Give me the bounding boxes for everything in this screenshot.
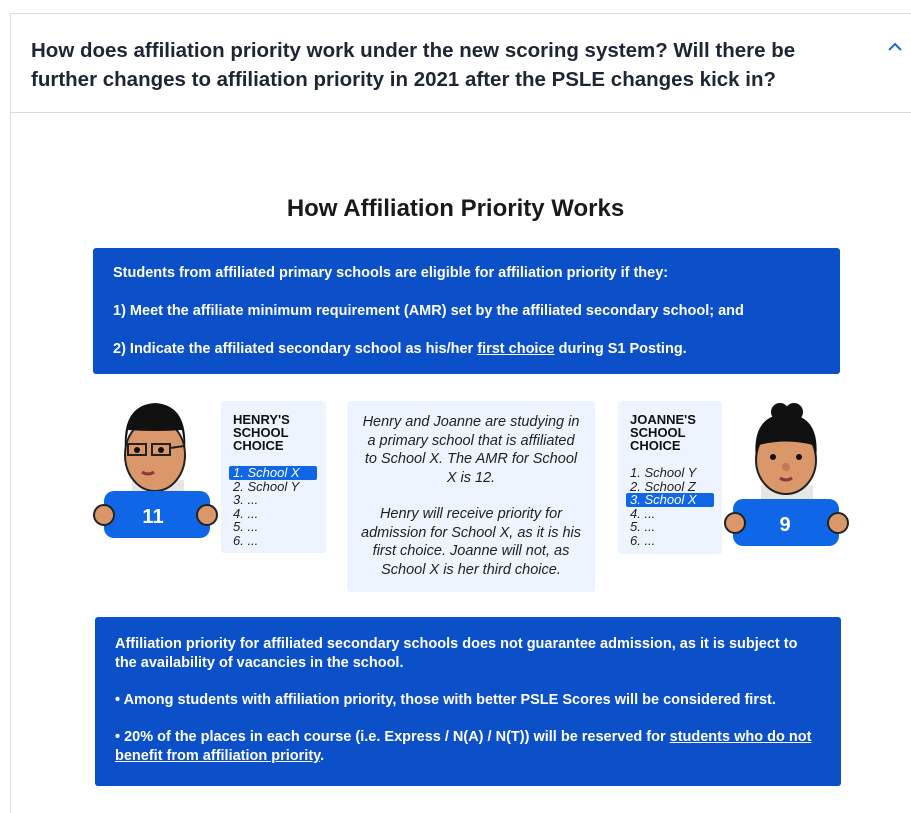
choice-item: 3. ...: [233, 492, 259, 507]
first-choice-link[interactable]: first choice: [477, 341, 555, 357]
faq-header[interactable]: [11, 14, 911, 113]
choice-item: 1. School X: [229, 466, 317, 480]
eligibility-point-1: 1) Meet the affiliate minimum requirement (AMR) set by the affiliated secondary school; and: [113, 303, 744, 319]
text: during S1 Posting.: [554, 341, 687, 357]
henry-score: 11: [142, 506, 164, 528]
notes-text-3: [115, 728, 821, 766]
henry-illustration: [92, 400, 220, 545]
infographic-title: How Affiliation Priority Works: [286, 195, 625, 222]
choice-item: 1. School Y: [630, 465, 697, 480]
non-affiliated-students-link[interactable]: students who do not benefit from affiliation priority: [115, 729, 812, 764]
joanne-score: 9: [779, 514, 791, 536]
choice-item: 5. ...: [233, 519, 259, 534]
text: • 20% of the places in each course (i.e. Express / N(A) / N(T)) will be reserved for: [115, 729, 670, 745]
choice-item: 4. ...: [233, 505, 259, 521]
joanne-illustration: [723, 400, 851, 550]
choice-item: 3. School X: [626, 493, 714, 507]
joanne-choice-heading: JOANNE'S SCHOOL CHOICE: [630, 412, 696, 453]
notes-text-2: • Among students with affiliation priority, those with better PSLE Scores will be considered first.: [115, 692, 776, 708]
choice-item: 5. ...: [630, 519, 656, 534]
eligibility-point-2: [113, 340, 820, 359]
henry-choice-card: [221, 401, 326, 553]
choice-item: 6. ...: [630, 532, 656, 548]
scenario-text-2: Henry will receive priority for admission for School X, as it is his first choice. Joanne will not, as School X is her third choice.: [361, 506, 582, 578]
choice-item: 4. ...: [630, 505, 656, 521]
choice-item: 2. School Z: [630, 478, 696, 494]
notes-text-1: Affiliation priority for affiliated secondary schools does not guarantee admission, as it is subject to the availability of vacancies in the school.: [115, 636, 798, 671]
text: 2) Indicate the affiliated secondary school as his/her: [113, 341, 478, 357]
faq-question[interactable]: How does affiliation priority work under the new scoring system? Will there be further changes to affiliation priority in 2021 after the PSLE changes kick in?: [31, 39, 796, 91]
choice-item: 2. School Y: [233, 478, 300, 494]
scenario-text-1: Henry and Joanne are studying in a primary school that is affiliated to School X. The AMR for School X is 12.: [362, 414, 580, 486]
scenario-card: [347, 401, 595, 592]
notes-box: [95, 617, 841, 786]
joanne-choice-card: [618, 401, 722, 554]
choice-item: 6. ...: [233, 532, 259, 548]
eligibility-intro: Students from affiliated primary schools are eligible for affiliation priority if they:: [113, 265, 669, 281]
text: .: [320, 748, 325, 764]
eligibility-box: [93, 248, 840, 374]
henry-choice-heading: HENRY'S SCHOOL CHOICE: [233, 412, 290, 453]
chevron-up-icon[interactable]: [886, 38, 904, 56]
